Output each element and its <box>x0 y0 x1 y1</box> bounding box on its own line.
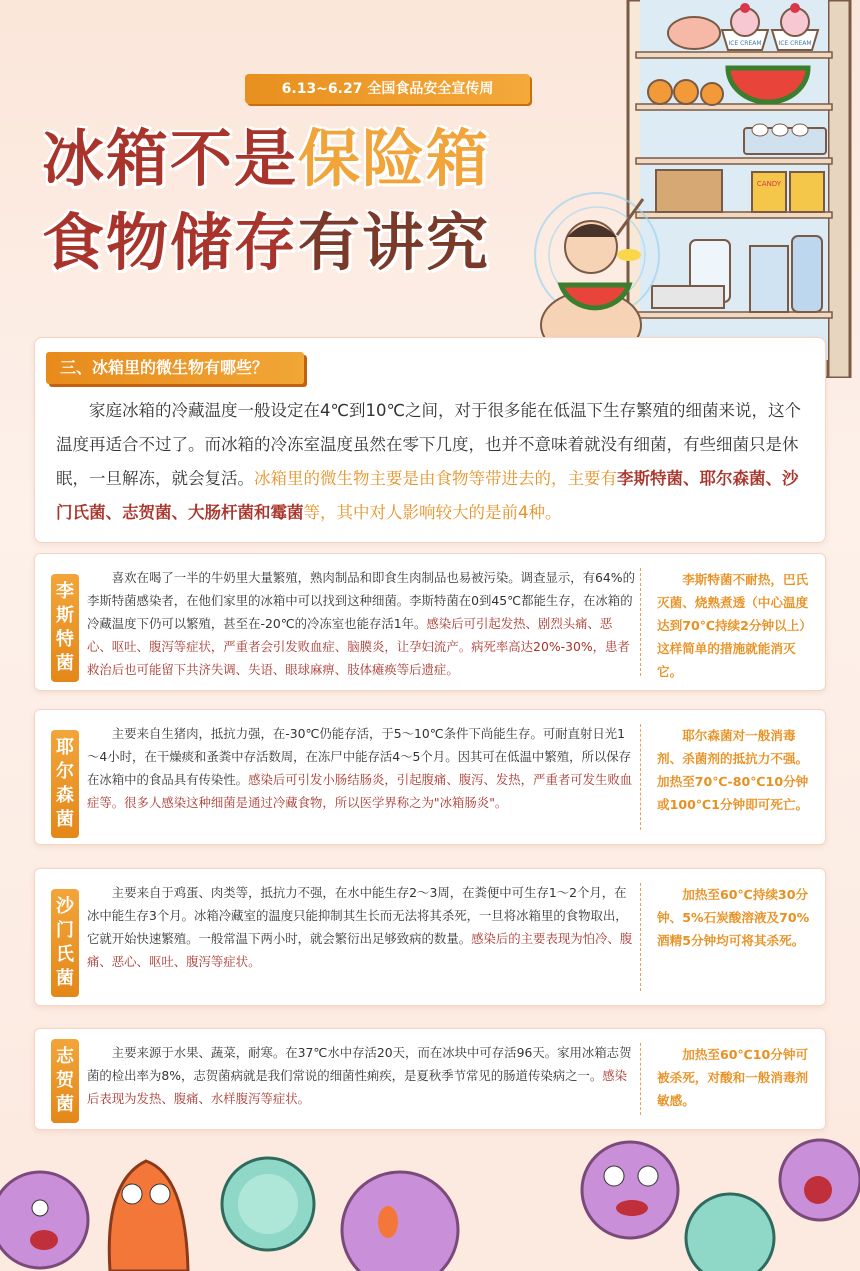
intro-text-plain: 家庭冰箱的冷藏温度一般设定在4℃到10℃之间，对于很多能在低温下生存繁殖的细菌来说，这个温度再适合不过了。而冰箱的冷冻室温度虽然在零下几度，也并不意味着就没有细菌，有些细菌只是休眠，一旦解冻，就会复活。 <box>56 401 802 488</box>
bacteria-card-yersinia <box>34 709 826 845</box>
main-title-line-1 <box>42 122 491 195</box>
candy-label: CANDY <box>756 180 782 188</box>
intro-text-bacteria-list: 李斯特菌、耶尔森菌、沙门氏菌、志贺菌、大肠杆菌和霉菌 <box>56 469 799 522</box>
symptom-text: 感染后可引起发热、剧烈头痛、恶心、呕吐、腹泻等症状，严重者会引发败血症、脑膜炎，让孕妇流产。病死率高达20%-30%，患者救治后也可能留下共济失调、失语、眼球麻痹、肢体瘫痪等后遗症。 <box>87 616 630 677</box>
title-part-safe: 保险箱 <box>298 122 491 195</box>
bacteria-card-salmonella <box>34 868 826 1006</box>
germ-cartoons-illustration <box>0 1120 860 1271</box>
bacteria-card-shigella <box>34 1028 826 1130</box>
bacteria-description <box>87 1041 637 1110</box>
bowl-label-2: ICE CREAM <box>778 40 812 47</box>
title-part-fridge: 冰箱不是 <box>42 122 299 195</box>
title-part-storage: 食物储存 <box>42 206 299 279</box>
bacteria-card-listeria <box>34 553 826 691</box>
title-part-care: 有讲究 <box>298 206 491 279</box>
main-title-line-2 <box>42 206 491 279</box>
card-divider <box>640 724 641 830</box>
intro-text-highlight-2: 等，其中对人影响较大的是前4种。 <box>303 503 562 522</box>
card-divider <box>640 883 641 991</box>
bacteria-name-tag: 李斯特菌 <box>51 574 79 682</box>
symptom-text: 感染后的主要表现为怕冷、腹痛、恶心、呕吐、腹泻等症状。 <box>87 931 633 969</box>
prevention-note: 加热至60℃持续30分钟、5%石炭酸溶液及70%酒精5分钟均可将其杀死。 <box>657 887 810 948</box>
card-divider <box>640 568 641 676</box>
section-title: 三、冰箱里的微生物有哪些？ <box>46 352 304 384</box>
symptom-text: 感染后可引发小肠结肠炎，引起腹痛、腹泻、发热，严重者可发生败血症等。很多人感染这种细菌是通过冷藏食物，所以医学界称之为"冰箱肠炎"。 <box>87 772 633 810</box>
description-text: 主要来自生猪肉，抵抗力强，在-30℃仍能存活，于5～10℃条件下尚能生存。可耐直射日光1～4小时，在干燥痰和蚤粪中存活数周，在冻尸中能存活4～5个月。因其可在低温中繁殖，所以保存在冰箱中的食品具有传染性。 <box>87 726 632 787</box>
bacteria-description <box>87 566 637 681</box>
bacteria-name-tag: 沙门氏菌 <box>51 889 79 997</box>
bacteria-description <box>87 881 637 973</box>
food-safety-week-badge: 6.13~6.27 全国食品安全宣传周 <box>245 74 530 104</box>
bacteria-name-tag: 耶尔森菌 <box>51 730 79 838</box>
prevention-note: 耶尔森菌对一般消毒剂、杀菌剂的抵抗力不强。加热至70℃-80℃10分钟或100℃1分钟即可死亡。 <box>657 728 809 812</box>
symptom-text: 感染后表现为发热、腹痛、水样腹泻等症状。 <box>87 1068 628 1106</box>
description-text: 主要来源于水果、蔬菜，耐寒。在37℃水中存活20天，而在冰块中可存活96天。家用冰箱志贺菌的检出率为8%，志贺菌病就是我们常说的细菌性痢疾，是夏秋季节常见的肠道传染病之一。 <box>87 1045 632 1083</box>
description-text: 主要来自于鸡蛋、肉类等，抵抗力不强，在水中能生存2～3周，在粪便中可生存1～2个月，在冰中能生存3个月。冰箱冷藏室的温度只能抑制其生长而无法将其杀死，一旦将冰箱里的食物取出，它就开始快速繁殖。一般常温下两小时，就会繁衍出足够致病的数量。 <box>87 885 628 946</box>
intro-paragraph <box>56 394 804 530</box>
description-text: 喜欢在喝了一半的牛奶里大量繁殖，熟肉制品和即食生肉制品也易被污染。调查显示，有64%的李斯特菌感染者，在他们家里的冰箱中可以找到这种细菌。李斯特菌在0到45℃都能生存，在冰箱的冷藏温度下仍可以繁殖，甚至在-20℃的冷冻室也能存活1年。 <box>87 570 635 631</box>
bacteria-name-tag: 志贺菌 <box>51 1039 79 1123</box>
intro-text-highlight-1: 冰箱里的微生物主要是由食物等带进去的，主要有 <box>254 469 617 488</box>
prevention-note: 李斯特菌不耐热，巴氏灭菌、烧熟煮透（中心温度达到70℃持续2分钟以上）这样简单的措施就能消灭它。 <box>657 572 812 679</box>
bacteria-description <box>87 722 637 814</box>
prevention-note: 加热至60℃10分钟可被杀死，对酸和一般消毒剂敏感。 <box>657 1047 809 1108</box>
bowl-label-1: ICE CREAM <box>728 40 762 47</box>
card-divider <box>640 1043 641 1115</box>
